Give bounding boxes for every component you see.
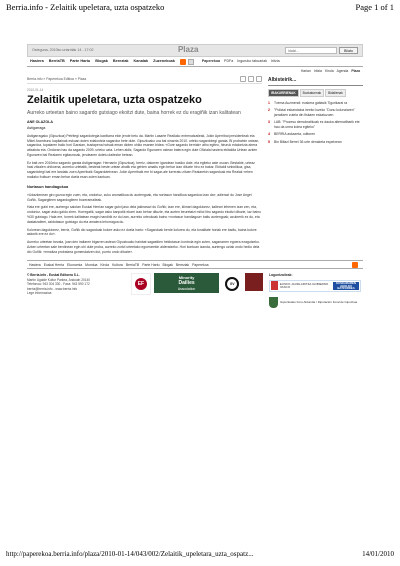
main-nav: [27, 57, 363, 67]
most-read-list: [268, 101, 363, 144]
list-item[interactable]: 1 Txema Auzmendi: euskera gaitasik Tigurikarai ra: [268, 101, 348, 106]
tab-iritzia[interactable]: Iritzia: [271, 59, 280, 64]
print-header: [6, 2, 394, 12]
footer-link[interactable]: Paperekoa: [192, 262, 209, 267]
nav-item-zuzenekoak[interactable]: Zuzenekoak: [153, 58, 175, 63]
subnav-kirola[interactable]: Kirola: [324, 68, 334, 73]
search-button[interactable]: Bilatu: [339, 47, 358, 54]
nav-item-parte-hartu[interactable]: Parte Hartu: [69, 58, 91, 63]
mdh-logo-line: Association: [177, 287, 196, 292]
footer-link[interactable]: Bereziak: [175, 262, 190, 267]
article-column: [27, 75, 262, 254]
article-author: ANE OLAZOLA: [27, 120, 53, 125]
rss-icon[interactable]: [352, 262, 358, 268]
list-item[interactable]: 5 Bin Billazi Berrei 36 urte denaketa espetxean: [268, 139, 342, 144]
search-input[interactable]: Idatzi...: [285, 47, 337, 54]
footer-link[interactable]: Hasiera: [29, 262, 41, 267]
minority-dailies-logo[interactable]: [154, 273, 219, 293]
tab-pdfa[interactable]: PDFa: [224, 59, 234, 64]
subnav-harian[interactable]: Harian: [300, 68, 311, 73]
footer-link[interactable]: BerriaTB: [125, 262, 140, 267]
footer-nav: [27, 260, 363, 269]
footer-link[interactable]: Mundua: [85, 262, 98, 267]
sponsors-title: Laguntzaileak:: [269, 273, 293, 278]
sub-nav: [27, 67, 363, 75]
article-paragraph: Astigarragako (Gipuzkoa) Petritegi sagardotegia kaxitiarra ekin jende betu da. Martin Lasarte Reallako entrenatzaileak, Jokin Aperribai presidenteak eta Mikel Arambunu kapitainak eskuan duten edalontzia sagardoz bete dute. Gipuzkoako ura bai oinarria 2010. urteko sagardotegi garaia. Bi probatxin ostean, sagardoa, tupalaren balio hori Garaian, bustapena hotsak eman dioten ohiko esanen bidea: «Gure sagardo berriak» atho egiteu, hiruruk edalontzia airera altxatuta eta. Ondoran hau da sagardo 2009. urteko uzta. Lehen aldiz, Sagardo Egunaren ostean batera egin dute Ofiziala hasiera ekitaldia Urtean azken Egunaren bai Realaren egitasmoak, jendearen dotetu daitezke betean.: [27, 133, 260, 157]
article-lead: Aurreko urteetan baino sagardo gutxiago ekoitzi dute, baina horrek ez du eragiñik izan kalitatean: [27, 109, 241, 116]
site-footer: [27, 273, 363, 308]
company-info: [27, 273, 125, 308]
mdh-logo-line: Minority: [178, 274, 195, 280]
company-phone: Telefonoa: 943 304 330 - Faxa: 943 590 172: [27, 282, 90, 287]
list-item-label[interactable]: "Polizial eskandaloa ireeko luzeko "Dunu kolunziaren" jarraitzen zutela din fiskaen eskatuzuen: [274, 108, 355, 117]
article-date: 2010-01-14: [27, 88, 44, 92]
gv-logo-mark: GV: [225, 277, 239, 291]
subnav-agenda[interactable]: Agenda: [336, 68, 349, 73]
list-item-label[interactable]: Txema Auzmendi: euskera gaitasik Tigurikarai ra: [274, 101, 348, 106]
diputacion-logo[interactable]: [269, 297, 361, 308]
print-page-number: Page 1 of 1: [355, 2, 394, 12]
company-email[interactable]: berria@berria.info - www.berria.info: [27, 286, 78, 291]
sidebar-tabs: [268, 89, 363, 97]
list-item-label[interactable]: BERRIA askazeta, oditoren: [274, 132, 316, 137]
email-icon[interactable]: [248, 76, 254, 82]
footer-link[interactable]: Ekonomia: [67, 262, 83, 267]
article-paragraph: Aurreko urteetan bezala, joan den irailaren bigarren astean Gipuzkoako hainbat sagasttien heldutasun kontrola egin zuten, saganarren egoera ezagutzeko. Azken urteetan sale berdinean egin ohi dute proba, aurreko zortzi urteetako egoerarekin alderatzeko. Hori kontuan izanda, aurtengo uztak ondo hediu dela dio Goñik: «emaitza probatzea gomendatzen dut, purrtu ondo dituzte».: [27, 240, 260, 254]
legal-link[interactable]: Lege informazioa: [27, 291, 52, 296]
list-item[interactable]: 4 BERRIA askazeta, oditoren: [268, 132, 316, 137]
company-name: © Berria.info - Euskal Editorea S.L.: [27, 273, 80, 278]
article-paragraph: «Udazkenean giro gozoa egin zuen, eta, ondorioz, zuku aromatikoa du aurtengoak, eta nortasun handikoa sagardoa izan da», adierazi du Jose Angel Goñik, Sagargileen sagardogileen bozeramaileak.: [27, 192, 252, 202]
tab-inguruko[interactable]: Inguruko tabuariak: [237, 59, 268, 64]
footer-link[interactable]: Blogak: [162, 262, 173, 267]
sidebar: [268, 75, 363, 254]
font-size-icon[interactable]: [256, 76, 262, 82]
breadcrumb-text[interactable]: Berria.info » Paperekoa Editioa » Plaza: [27, 76, 87, 81]
article-subhead: Nortasun handiagokoa: [27, 184, 69, 189]
content-columns: [27, 75, 363, 254]
gv-logo[interactable]: [222, 273, 242, 295]
web-page: [27, 44, 363, 308]
article-paragraph: Ez bait zen 2010eko sagardo garaia Astigarragan: Hernanin (Gipuzkoa), berriz, datorren igandean hasiko dute, eta egiteko aste osoan. Bestalde, urteaz hasi zitzaien ohikoena, aurreko urtetatik, besteak beste urtean ahalik eta gehien amaitu egin behar izan dituzte hiru ez bakar. Ekitaldi sinbolikoa, gisa, sagardotegi bat ere landatu zuen Aperribaik Sagardotetxean. Jokin Aperribaik ere bi sagar-ale lurreratu zituen Realarekin sagardoak eta Realak «ehen mailako fruitua» eman behar duela esan zuten kantuan.: [27, 160, 255, 180]
current-date: Osteguna, 2010ko urtarrilak 14 - 17:02: [32, 48, 94, 53]
sidebar-title: Albisteirik...: [268, 77, 363, 86]
section-title: Plaza: [177, 45, 199, 55]
article-paragraph: Hala ere gutxi ere, aurtengo saiotan Euskal Herrian sagar gutxi jaso dela jakinarazi du Goñik; izan ere, klimari dagokionez, kaltearí lehenen izan zen, eta, ondorioz, sagar asko galdu ziren. Horregatik, sagar asko kanpotik ekarri izan behar dituzte, eta aurten beuretatzi milioi litro sagardo ekoitzi dituzte, iaz baino %30 gutxiago. Hala ere, horrek kalitatean eragin handirik ez du izan, aurreko urteokoak baino «nortasun handiagoa» baitu aurtengoak; azukrerik ez du, eta dastatzaileei, azidotasun gutxiago du eta amaiera lehorragoa du.: [27, 205, 261, 224]
shield-icon: [271, 281, 278, 290]
partner-logos: [131, 273, 263, 308]
tab-bidalienak[interactable]: Bidalienak: [325, 89, 346, 97]
rss-icon[interactable]: [180, 59, 186, 65]
mobile-icon[interactable]: [188, 59, 194, 65]
footer-link[interactable]: Parte Hartu: [142, 262, 160, 267]
tab-bozkatuenak[interactable]: Bozkatuenak: [300, 89, 324, 97]
article-paragraph: Kolorean dagokionez, berriz, Goñik dio sagardoak kolore asko ez duela hartu: «Sagardoak berde kolorea du, eta tonalitate horiak ere badtu, baina kolore askorik ere ez du».: [27, 227, 257, 237]
subnav-iritzia[interactable]: Iritzia: [313, 68, 322, 73]
nav-item-hasiera[interactable]: Hasiera: [30, 58, 44, 63]
search-box: [285, 47, 358, 54]
top-bar: [27, 44, 363, 57]
print-header-title: Berria.info - Zelaitik upeletara, uzta ospatzeko: [6, 2, 165, 12]
list-item[interactable]: 3 LAB: "Prozesu demokratikoak ez dauka alternatibarik ete hau da unea kolea egiteko": [268, 120, 363, 129]
euskara-logo: EUSKARAREN AHOLKU BATZORDEA: [333, 282, 359, 290]
tab-paperekoa[interactable]: Paperekoa: [201, 59, 221, 64]
sponsors: [269, 273, 361, 308]
print-icon[interactable]: [240, 76, 246, 82]
list-item-label[interactable]: Bin Billazi Berrei 36 urte denaketa espetxean: [274, 139, 342, 144]
article-title: Zelaitik upeletara, uzta ospatzeko: [27, 94, 202, 107]
nav-item-berriatb[interactable]: BerriaTB: [48, 58, 65, 63]
print-footer: [6, 550, 394, 560]
footer-link[interactable]: Euskal Herria: [43, 262, 65, 267]
footer-link[interactable]: Kultura: [112, 262, 123, 267]
ef-logo[interactable]: [131, 273, 151, 295]
subnav-plaza[interactable]: Plaza: [351, 68, 360, 73]
list-item-label[interactable]: LAB: "Prozesu demokratikoak ez dauka alternatibarik ete hau da unea kolea egiteko": [274, 120, 360, 129]
shield-icon: [269, 297, 278, 308]
tab-irakurrienak[interactable]: IRAKURRIENAK: [268, 89, 299, 97]
dip-logo-text: Gipuzkoako Foru Aldundia / Diputación Foral de Gipuzkoa: [280, 299, 358, 304]
nav-item-blogak[interactable]: Blogak: [95, 58, 108, 63]
footer-link[interactable]: Kirola: [100, 262, 110, 267]
nav-item-kanalak[interactable]: Kanalak: [133, 58, 149, 63]
square-logo[interactable]: [245, 273, 263, 291]
list-item[interactable]: 2 "Polizial eskandaloa ireeko luzeko "Dunu kolunziaren" jarraitzen zutela din fiskaen eskatuzuen: [268, 108, 363, 117]
print-url: http://paperekoa.berria.info/plaza/2010-01-14/043/002/Zelaitik_upeletara_uzta_ospatz...: [6, 550, 254, 558]
mdh-logo-line: Dailies: [178, 280, 195, 287]
company-address: Martin Ugalde Kultur Parkea, Andoain 20140: [27, 277, 91, 282]
print-date: 14/01/2010: [362, 550, 394, 558]
ef-logo-mark: EF: [135, 278, 147, 290]
gobierno-vasco-logo[interactable]: [269, 280, 361, 292]
breadcrumb: [27, 75, 262, 84]
nav-item-bereziak[interactable]: Bereziak: [112, 58, 129, 63]
article-place: Astigarraga: [27, 126, 46, 131]
gob-logo-text: EUSKO JAURLARITZA GOBIERNO VASCO: [279, 281, 329, 289]
article-tools: [238, 76, 262, 82]
